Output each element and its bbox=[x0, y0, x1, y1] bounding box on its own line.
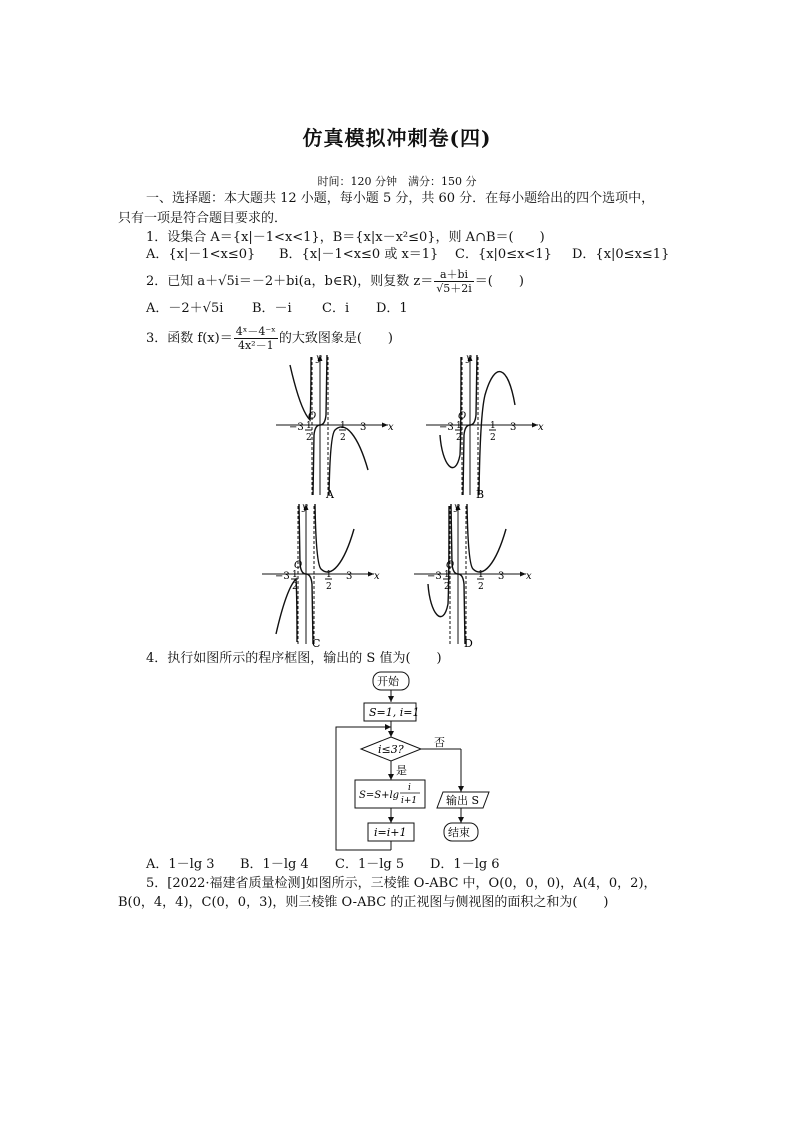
q1-option-d: D．{x|0≤x≤1} bbox=[572, 247, 670, 262]
q5-line1: 5．[2022·福建省质量检测]如图所示，三棱锥 O-ABC 中，O(0，0，0)，A(4，0，2)， bbox=[146, 876, 657, 891]
q1-option-b: B．{x|－1<x≤0 或 x＝1} bbox=[279, 247, 439, 262]
graph-d-option: D bbox=[464, 637, 473, 650]
graph-a-x-label: x bbox=[388, 422, 394, 433]
graph-a-tick-pos-half-den: 2 bbox=[340, 433, 346, 443]
graph-b-origin: O bbox=[458, 411, 467, 422]
flow-output-label: 输出 S bbox=[446, 794, 480, 807]
q4-option-c: C．1－lg 5 bbox=[335, 857, 405, 872]
graph-b-option: B bbox=[476, 488, 485, 501]
graph-c bbox=[262, 502, 380, 650]
graph-c-tick-pos3: 3 bbox=[346, 571, 353, 582]
graph-d-x-label: x bbox=[526, 571, 532, 582]
q2-option-b: B．－i bbox=[252, 301, 292, 316]
q2-fraction-num: a＋bi bbox=[434, 268, 474, 282]
graph-d-tick-pos-half-num: 1 bbox=[478, 570, 484, 580]
q2-stem-post: ＝( ) bbox=[474, 274, 524, 289]
graph-c-x-label: x bbox=[374, 571, 380, 582]
graph-b-tick-pos-half-den: 2 bbox=[490, 433, 496, 443]
graph-c-tick-neg-half-den: 2 bbox=[292, 582, 298, 592]
q4-option-d: D．1－lg 6 bbox=[430, 857, 500, 872]
graph-b-tick-pos3: 3 bbox=[510, 422, 517, 433]
page-title: 仿真模拟冲刺卷(四) bbox=[302, 126, 492, 150]
graph-c-origin: O bbox=[294, 560, 303, 571]
graph-b-y-label: y bbox=[466, 353, 472, 364]
q4-option-b: B．1－lg 4 bbox=[240, 857, 309, 872]
flow-increment-label: i=i+1 bbox=[374, 826, 407, 839]
q3-stem-pre: 3．函数 f(x)＝ bbox=[146, 331, 233, 346]
flow-update-pre: S=S+lg bbox=[359, 790, 400, 801]
graph-b-tick-neg3: −3 bbox=[439, 422, 454, 433]
flow-init-label: S=1, i=1 bbox=[369, 706, 420, 719]
graph-d-tick-pos3: 3 bbox=[498, 571, 505, 582]
flow-update-num: i bbox=[408, 783, 411, 793]
section-instructions-line1: 一、选择题：本大题共 12 小题，每小题 5 分，共 60 分．在每小题给出的四个选项中， bbox=[146, 191, 655, 206]
graph-d-tick-neg3: −3 bbox=[427, 571, 442, 582]
graph-b-x-label: x bbox=[538, 422, 544, 433]
graph-c-tick-pos-half-num: 1 bbox=[326, 570, 332, 580]
q1-stem: 1．设集合 A＝{x|－1<x<1}，B＝{x|x－x²≤0}，则 A∩B＝( ) bbox=[146, 230, 545, 245]
flow-end-label: 结束 bbox=[448, 826, 470, 839]
graph-d bbox=[414, 502, 532, 650]
graph-a-tick-neg-half-num: 1 bbox=[306, 421, 312, 431]
graph-c-option: C bbox=[312, 637, 321, 650]
graph-c-tick-neg-half-num: 1 bbox=[292, 570, 298, 580]
flow-update-den: i+1 bbox=[401, 796, 418, 806]
graph-d-tick-neg-half-num: 1 bbox=[444, 570, 450, 580]
graph-b-tick-neg-half-den: 2 bbox=[456, 433, 462, 443]
q3-fraction-den: 4x²－1 bbox=[237, 339, 274, 352]
q2-fraction-den: √5＋2i bbox=[436, 282, 472, 295]
graph-a-tick-pos3: 3 bbox=[360, 422, 367, 433]
q1-option-a: A．{x|－1<x≤0} bbox=[146, 247, 256, 262]
q4-flowchart bbox=[336, 672, 489, 850]
graph-d-tick-pos-half-den: 2 bbox=[478, 582, 484, 592]
graph-c-tick-pos-half-den: 2 bbox=[326, 582, 332, 592]
q2-option-c: C．i bbox=[322, 301, 350, 316]
graph-a-tick-neg3: −3 bbox=[289, 422, 304, 433]
graph-a-tick-pos-half-num: 1 bbox=[340, 421, 346, 431]
graph-d-y-label: y bbox=[454, 502, 460, 513]
graph-d-origin: O bbox=[446, 560, 455, 571]
flow-no-label: 否 bbox=[434, 736, 445, 749]
graph-c-tick-neg3: −3 bbox=[275, 571, 290, 582]
q2-stem-pre: 2．已知 a＋√5i＝－2＋bi(a，b∈R)，则复数 z＝ bbox=[146, 274, 434, 289]
graph-b-tick-neg-half-num: 1 bbox=[456, 421, 462, 431]
q4-stem: 4．执行如图所示的程序框图，输出的 S 值为( ) bbox=[146, 651, 442, 666]
graph-a-tick-neg-half-den: 2 bbox=[306, 433, 312, 443]
q2-option-a: A．－2＋√5i bbox=[146, 301, 224, 316]
q5-line2: B(0，4，4)，C(0，0，3)，则三棱锥 O-ABC 的正视图与侧视图的面积之和为( ) bbox=[118, 895, 609, 910]
section-instructions-line2: 只有一项是符合题目要求的． bbox=[118, 211, 288, 226]
graph-a bbox=[276, 353, 394, 501]
q4-option-a: A．1－lg 3 bbox=[146, 857, 215, 872]
flow-condition-label: i≤3? bbox=[378, 743, 404, 756]
graph-a-y-label: y bbox=[316, 353, 322, 364]
graph-d-tick-neg-half-den: 2 bbox=[444, 582, 450, 592]
graph-b-tick-pos-half-num: 1 bbox=[490, 421, 496, 431]
exam-meta: 时间：120 分钟 满分：150 分 bbox=[317, 175, 477, 188]
q1-option-c: C．{x|0≤x<1} bbox=[455, 247, 552, 262]
flow-yes-label: 是 bbox=[396, 764, 407, 777]
graph-a-origin: O bbox=[308, 411, 317, 422]
flow-start-label: 开始 bbox=[377, 675, 399, 688]
graph-b bbox=[426, 353, 544, 501]
q2-option-d: D．1 bbox=[376, 301, 408, 316]
q3-stem-post: 的大致图象是( ) bbox=[278, 331, 393, 346]
graph-a-option: A bbox=[326, 488, 334, 501]
graph-c-y-label: y bbox=[302, 502, 308, 513]
q3-fraction-num: 4ˣ－4⁻ˣ bbox=[235, 325, 276, 338]
